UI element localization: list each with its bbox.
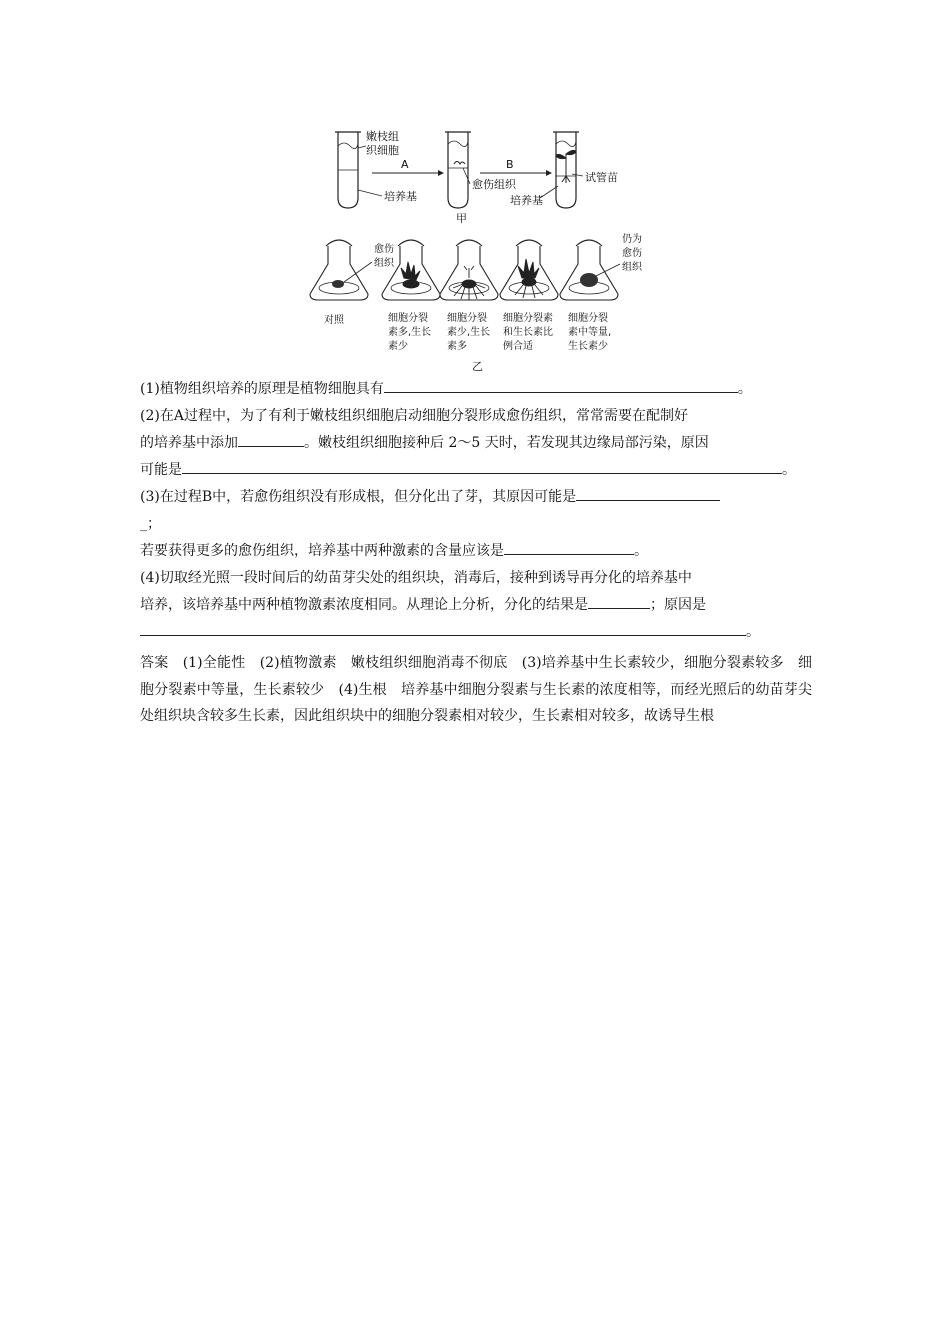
seedling — [556, 150, 576, 183]
caption-flask-2-line1: 细胞分裂 — [388, 313, 428, 324]
caption-flask-4-line1: 细胞分裂素 — [503, 313, 553, 324]
label-seedling: 试管苗 — [585, 171, 618, 184]
caption-flask-2-line3: 素少 — [388, 341, 408, 352]
answer-block: 答案 (1)全能性 (2)植物激素 嫩枝组织细胞消毒不彻底 (3)培养基中生长素较少，细胞分裂素较多 细胞分裂素中等量，生长素较少 (4)生根 培养基中细胞分裂素与生长素的浓度相等，而经光照后的幼苗芽尖处组织块含较多生长素，因此组织块中的细胞分裂素相对较少，生长素相对较多，故诱导生根 — [140, 655, 812, 724]
plantlet-4 — [515, 259, 543, 298]
caption-flask-4-line3: 例合适 — [503, 341, 533, 352]
q4-result-blank[interactable] — [588, 592, 650, 609]
still-callus-line1: 仍为 — [622, 234, 642, 245]
q2-line3-suffix: 。 — [782, 462, 796, 478]
shoots-2 — [401, 262, 420, 288]
q3-hormone-blank[interactable] — [504, 538, 634, 555]
experiment-figure — [300, 118, 650, 378]
question-4-line-3 — [140, 619, 812, 646]
q2-reason-blank[interactable] — [182, 457, 782, 474]
question-3-line-3 — [140, 538, 812, 565]
callus-small — [454, 162, 465, 165]
caption-flask-5-line2: 素中等量, — [568, 327, 612, 338]
question-3-line-1 — [140, 484, 812, 511]
callus-label-line1: 愈伤 — [374, 244, 394, 255]
test-tube-1 — [335, 132, 361, 208]
caption-flask-3-line1: 细胞分裂 — [447, 313, 487, 324]
q2-line3-prefix: 可能是 — [140, 462, 182, 478]
caption-flask-2-line2: 素多,生长 — [388, 327, 432, 338]
callus-label-line2: 组织 — [374, 258, 394, 269]
question-2-line-1 — [140, 403, 812, 430]
caption-jia: 甲 — [456, 212, 467, 225]
caption-flask-3-line3: 素多 — [447, 341, 467, 352]
question-2-line-3 — [140, 457, 812, 484]
q1-prefix: (1)植物组织培养的原理是植物细胞具有 — [140, 381, 384, 397]
caption-yi: 乙 — [472, 360, 483, 373]
q3-reason-blank[interactable] — [576, 484, 720, 501]
question-2-line-2 — [140, 430, 812, 457]
question-1 — [140, 376, 812, 403]
arrow-a-label: A — [401, 158, 409, 171]
q4-line3-suffix: 。 — [746, 624, 760, 640]
caption-flask-5-line1: 细胞分裂 — [568, 313, 608, 324]
q1-suffix: 。 — [737, 381, 752, 397]
q2-hormone-blank[interactable] — [238, 430, 304, 447]
still-callus-line3: 组织 — [622, 262, 642, 273]
label-medium-1: 培养基 — [384, 190, 417, 203]
q1-answer-blank[interactable] — [384, 376, 738, 393]
q2-line2-prefix: 的培养基中添加 — [140, 435, 238, 451]
caption-flask-1: 对照 — [324, 315, 344, 326]
q3-line1-prefix: (3)在过程B中，若愈伤组织没有形成根，但分化出了芽，其原因可能是 — [140, 489, 577, 505]
flask-1 — [310, 240, 368, 300]
callus-1 — [332, 280, 344, 288]
q4-reason-blank[interactable] — [140, 619, 746, 636]
q4-line2-prefix: 培养，该培养基中两种植物激素浓度相同。从理论上分析，分化的结果是 — [140, 597, 588, 613]
caption-flask-3-line2: 素少,生长 — [447, 327, 491, 338]
label-tissue-line1: 嫩枝组 — [366, 130, 399, 143]
flask-5 — [560, 240, 618, 300]
caption-flask-5-line3: 生长素少 — [568, 341, 608, 352]
question-4-line-2 — [140, 592, 812, 619]
q3-line2-text: _； — [140, 516, 161, 532]
tissue-culture-diagram — [300, 118, 650, 378]
q3-line3-suffix: 。 — [634, 543, 648, 559]
label-callus: 愈伤组织 — [472, 178, 516, 191]
arrow-b-label: B — [506, 158, 514, 171]
q4-line2-mid: ；原因是 — [650, 597, 706, 613]
label-medium-2: 培养基 — [510, 194, 543, 207]
callus-5 — [580, 273, 598, 287]
q3-line3-prefix: 若要获得更多的愈伤组织，培养基中两种激素的含量应该是 — [140, 543, 504, 559]
q4-line1-text: (4)切取经光照一段时间后的幼苗芽尖处的组织块，消毒后，接种到诱导再分化的培养基中 — [140, 570, 692, 586]
flask-4 — [500, 240, 558, 300]
caption-flask-4-line2: 和生长素比 — [503, 327, 553, 338]
q2-line2-suffix: 。嫩枝组织细胞接种后 2～5 天时，若发现其边缘局部污染，原因 — [304, 435, 709, 451]
still-callus-line2: 愈伤 — [622, 248, 642, 259]
q2-line1-text: (2)在A过程中，为了有利于嫩枝组织细胞启动细胞分裂形成愈伤组织，常常需要在配制好 — [140, 408, 688, 424]
question-4-line-1 — [140, 565, 812, 592]
label-tissue-line2: 织细胞 — [366, 144, 399, 157]
test-tube-2 — [445, 132, 471, 208]
question-3-line-2 — [140, 511, 812, 538]
